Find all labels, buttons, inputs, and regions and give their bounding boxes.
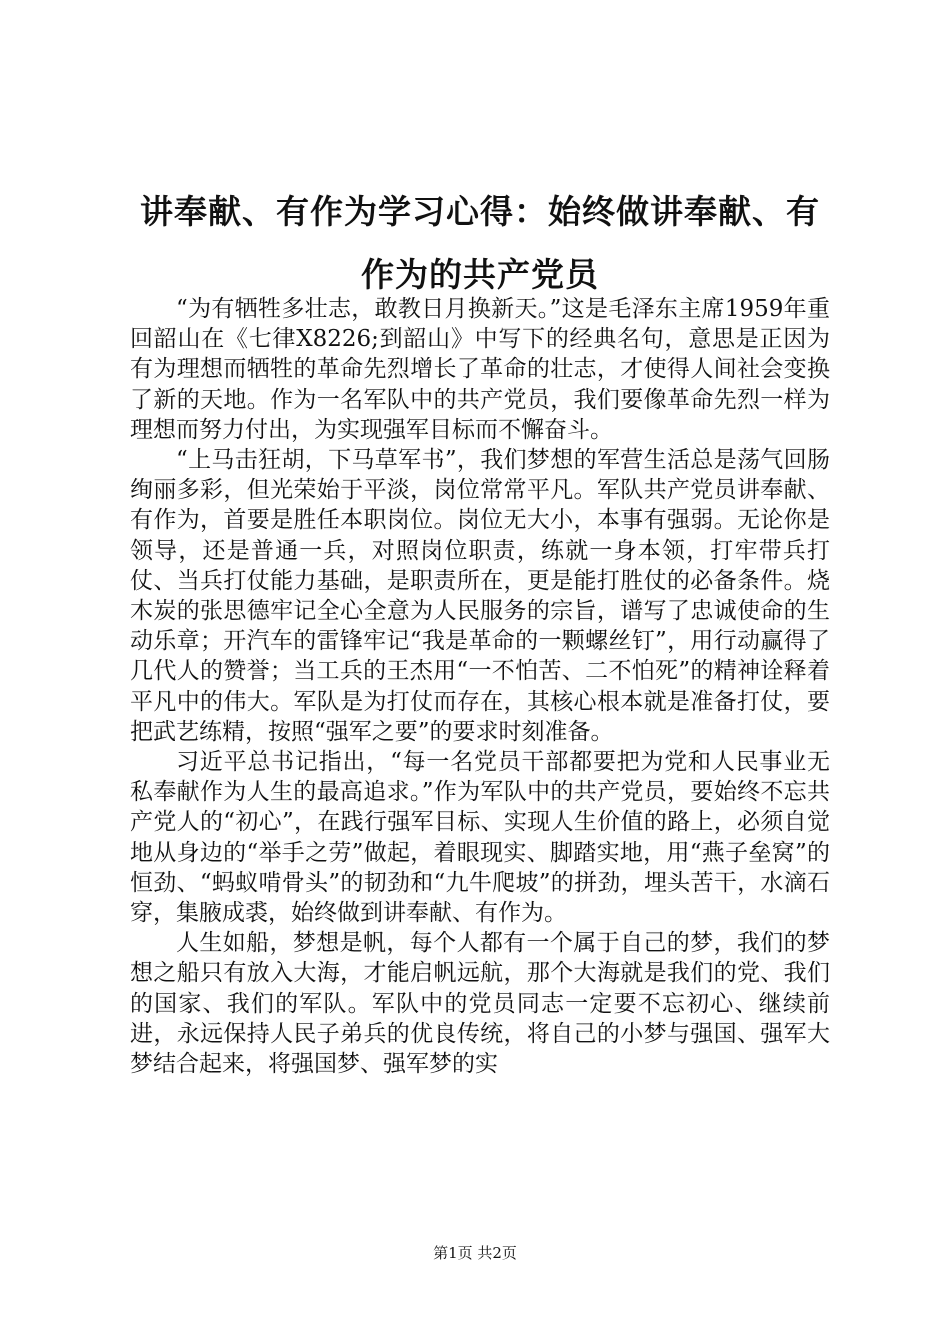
paragraph-4: 人生如船，梦想是帆，每个人都有一个属于自己的梦，我们的梦想之船只有放入大海，才能启帆远航，那个大海就是我们的党、我们的国家、我们的军队。军队中的党员同志一定要不忘初心、继续前进，永远保持人民子弟兵的优良传统，将自己的小梦与强国、强军大梦结合起来，将强国梦、强军梦的实: [130, 930, 830, 1078]
document-title: [120, 180, 840, 306]
title-line-1: 讲奉献、有作为学习心得：始终做讲奉献、有: [140, 192, 820, 231]
page-footer: 第1页 共2页: [433, 1244, 517, 1262]
document-body: [130, 294, 830, 1079]
paragraph-2: “上马击狂胡，下马草军书”，我们梦想的军营生活总是荡气回肠绚丽多彩，但光荣始于平淡，岗位常常平凡。军队共产党员讲奉献、有作为，首要是胜任本职岗位。岗位无大小，本事有强弱。无论你是领导，还是普通一兵，对照岗位职责，练就一身本领，打牢带兵打仗、当兵打仗能力基础，是职责所在，更是能打胜仗的必备条件。烧木炭的张思德牢记全心全意为人民服务的宗旨，谱写了忠诚使命的生动乐章；开汽车的雷锋牢记“我是革命的一颗螺丝钉”，用行动赢得了几代人的赞誉；当工兵的王杰用“一不怕苦、二不怕死”的精神诠释着平凡中的伟大。军队是为打仗而存在，其核心根本就是准备打仗，要把武艺练精，按照“强军之要”的要求时刻准备。: [130, 447, 830, 745]
title-line-2: 作为的共产党员: [361, 255, 599, 294]
paragraph-1: “为有牺牲多壮志，敢教日月换新天。”这是毛泽东主席1959年重回韶山在《七律X8226;到韶山》中写下的经典名句，意思是正因为有为理想而牺牲的革命先烈增长了革命的壮志，才使得人间社会变换了新的天地。作为一名军队中的共产党员，我们要像革命先烈一样为理想而努力付出，为实现强军目标而不懈奋斗。: [130, 296, 830, 443]
paragraph-3: 习近平总书记指出，“每一名党员干部都要把为党和人民事业无私奉献作为人生的最高追求。”作为军队中的共产党员，要始终不忘共产党人的“初心”，在践行强军目标、实现人生价值的路上，必须自觉地从身边的“举手之劳”做起，着眼现实、脚踏实地，用“燕子垒窝”的恒劲、“蚂蚁啃骨头”的韧劲和“九牛爬坡”的拼劲，埋头苦干，水滴石穿，集腋成裘，始终做到讲奉献、有作为。: [130, 749, 830, 927]
